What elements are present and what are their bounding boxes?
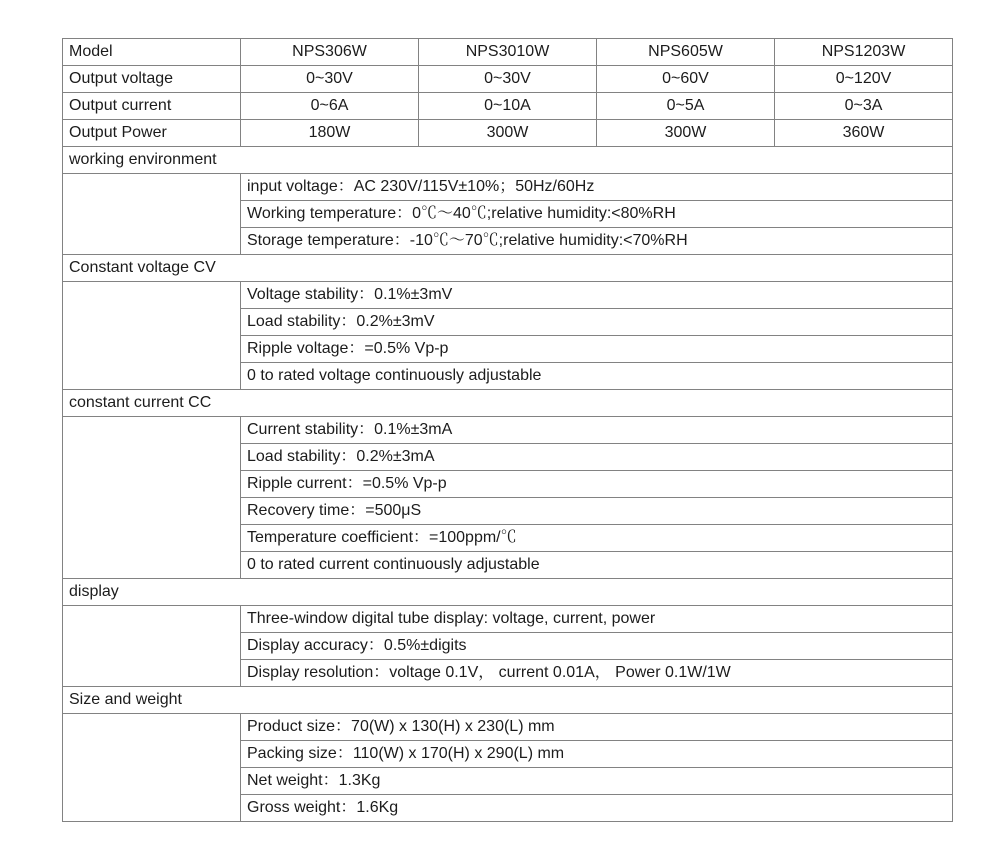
detail-cell: Current stability：0.1%±3mA bbox=[241, 417, 953, 444]
spec-table bbox=[62, 38, 953, 822]
spec-value-cell: 300W bbox=[597, 120, 775, 147]
detail-cell: Storage temperature：-10℃～70℃;relative humidity:<70%RH bbox=[241, 228, 953, 255]
detail-cell: Voltage stability：0.1%±3mV bbox=[241, 282, 953, 309]
spec-label-cell: Output current bbox=[63, 93, 241, 120]
detail-cell: 0 to rated voltage continuously adjustable bbox=[241, 363, 953, 390]
section-detail-row bbox=[63, 714, 953, 741]
model-name-cell: NPS3010W bbox=[419, 39, 597, 66]
section-title-row bbox=[63, 579, 953, 606]
detail-cell: Temperature coefficient：=100ppm/℃ bbox=[241, 525, 953, 552]
section-detail-row bbox=[63, 174, 953, 201]
section-title-cell: Size and weight bbox=[63, 687, 953, 714]
section-spacer-cell bbox=[63, 606, 241, 687]
spec-value-cell: 0~60V bbox=[597, 66, 775, 93]
section-title-row bbox=[63, 687, 953, 714]
section-title-cell: constant current CC bbox=[63, 390, 953, 417]
spec-value-cell: 180W bbox=[241, 120, 419, 147]
spec-value-cell: 0~30V bbox=[241, 66, 419, 93]
model-name-cell: NPS306W bbox=[241, 39, 419, 66]
section-spacer-cell bbox=[63, 714, 241, 822]
spec-value-cell: 0~120V bbox=[775, 66, 953, 93]
spec-row bbox=[63, 120, 953, 147]
detail-cell: 0 to rated current continuously adjustable bbox=[241, 552, 953, 579]
spec-row bbox=[63, 93, 953, 120]
section-title-cell: display bbox=[63, 579, 953, 606]
detail-cell: Gross weight：1.6Kg bbox=[241, 795, 953, 822]
section-title-row bbox=[63, 255, 953, 282]
detail-cell: Display resolution：voltage 0.1V， current 0.01A， Power 0.1W/1W bbox=[241, 660, 953, 687]
section-detail-row bbox=[63, 606, 953, 633]
spec-value-cell: 0~3A bbox=[775, 93, 953, 120]
section-spacer-cell bbox=[63, 174, 241, 255]
detail-cell: Display accuracy：0.5%±digits bbox=[241, 633, 953, 660]
section-title-cell: Constant voltage CV bbox=[63, 255, 953, 282]
spec-value-cell: 0~5A bbox=[597, 93, 775, 120]
spec-label-cell: Output Power bbox=[63, 120, 241, 147]
detail-cell: Packing size：110(W) x 170(H) x 290(L) mm bbox=[241, 741, 953, 768]
detail-cell: Load stability：0.2%±3mA bbox=[241, 444, 953, 471]
spec-value-cell: 0~10A bbox=[419, 93, 597, 120]
detail-cell: Recovery time：=500μS bbox=[241, 498, 953, 525]
spec-value-cell: 360W bbox=[775, 120, 953, 147]
detail-cell: Ripple voltage：=0.5% Vp-p bbox=[241, 336, 953, 363]
detail-cell: Product size：70(W) x 130(H) x 230(L) mm bbox=[241, 714, 953, 741]
spec-value-cell: 0~6A bbox=[241, 93, 419, 120]
section-title-row bbox=[63, 390, 953, 417]
spec-value-cell: 300W bbox=[419, 120, 597, 147]
spec-label-cell: Output voltage bbox=[63, 66, 241, 93]
model-header-label: Model bbox=[63, 39, 241, 66]
section-detail-row bbox=[63, 417, 953, 444]
spec-value-cell: 0~30V bbox=[419, 66, 597, 93]
section-title-row bbox=[63, 147, 953, 174]
detail-cell: Load stability：0.2%±3mV bbox=[241, 309, 953, 336]
model-header-row bbox=[63, 39, 953, 66]
section-title-cell: working environment bbox=[63, 147, 953, 174]
section-spacer-cell bbox=[63, 417, 241, 579]
model-name-cell: NPS1203W bbox=[775, 39, 953, 66]
detail-cell: Net weight：1.3Kg bbox=[241, 768, 953, 795]
model-name-cell: NPS605W bbox=[597, 39, 775, 66]
detail-cell: Three-window digital tube display: voltage, current, power bbox=[241, 606, 953, 633]
detail-cell: input voltage：AC 230V/115V±10%；50Hz/60Hz bbox=[241, 174, 953, 201]
detail-cell: Ripple current：=0.5% Vp-p bbox=[241, 471, 953, 498]
section-spacer-cell bbox=[63, 282, 241, 390]
spec-row bbox=[63, 66, 953, 93]
section-detail-row bbox=[63, 282, 953, 309]
detail-cell: Working temperature：0℃～40℃;relative humidity:<80%RH bbox=[241, 201, 953, 228]
